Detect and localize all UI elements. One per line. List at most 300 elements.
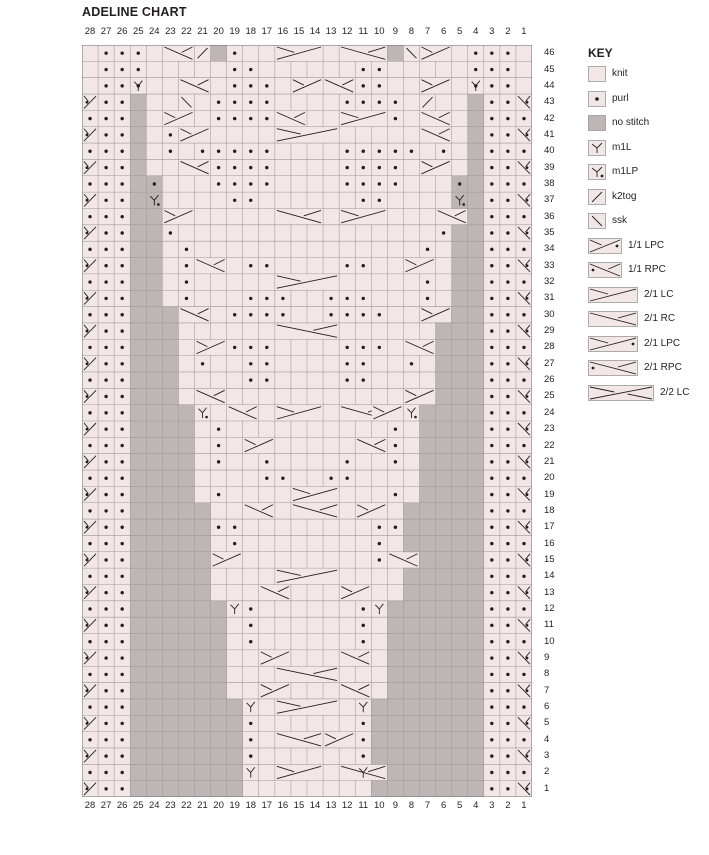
purl-dot <box>490 722 493 725</box>
purl-dot <box>522 575 525 578</box>
purl-dot <box>249 84 252 87</box>
purl-dot <box>249 182 252 185</box>
column-number-bottom: 12 <box>341 800 353 811</box>
purl-dot <box>281 297 284 300</box>
cable-symbol <box>275 323 338 338</box>
purl-dot <box>169 150 172 153</box>
row-number: 23 <box>544 423 555 435</box>
purl-dot <box>345 264 348 267</box>
purl-dot <box>506 248 509 251</box>
row-number: 24 <box>544 406 555 418</box>
cable-symbol <box>83 520 98 535</box>
purl-dot <box>120 101 123 104</box>
purl-dot <box>490 640 493 643</box>
row-number: 35 <box>544 227 555 238</box>
column-number-top: 26 <box>116 26 128 37</box>
purl-dot <box>490 199 493 202</box>
purl-dot <box>490 84 493 87</box>
purl-dot <box>120 558 123 561</box>
purl-dot <box>378 313 381 316</box>
purl-dot <box>506 558 509 561</box>
row-number: 40 <box>544 145 555 157</box>
column-number-bottom: 8 <box>408 800 415 811</box>
purl-dot <box>169 231 172 234</box>
purl-dot <box>522 346 525 349</box>
cable-symbol <box>83 323 98 338</box>
row-number: 4 <box>544 733 550 745</box>
key-label-lpc21: 2/1 LPC <box>644 337 681 349</box>
purl-dot <box>490 558 493 561</box>
column-number-top: 15 <box>293 26 305 37</box>
cable-symbol <box>516 748 531 763</box>
purl-dot <box>506 444 509 447</box>
key-swatch-lpc21 <box>588 336 638 352</box>
purl-dot <box>362 640 365 643</box>
purl-dot <box>345 378 348 381</box>
purl-dot <box>490 182 493 185</box>
cable-symbol <box>516 291 531 306</box>
key-swatch-ssk <box>588 213 606 229</box>
cable-symbol <box>83 258 98 273</box>
key-label-ssk: ssk <box>612 215 627 226</box>
column-number-bottom: 24 <box>149 800 160 811</box>
purl-dot <box>506 297 509 300</box>
cable-symbol <box>275 274 338 289</box>
purl-dot <box>414 416 417 419</box>
column-number-bottom: 16 <box>277 800 289 811</box>
purl-dot <box>506 542 509 545</box>
purl-dot <box>104 411 107 414</box>
purl-dot <box>120 689 123 692</box>
purl-dot <box>490 68 493 71</box>
purl-dot <box>490 133 493 136</box>
purl-dot <box>281 477 284 480</box>
purl-dot <box>506 264 509 267</box>
purl-dot <box>490 280 493 283</box>
cable-symbol <box>179 127 210 142</box>
key-swatch-lc21 <box>588 287 638 303</box>
cable-symbol <box>83 454 98 469</box>
key-label-rpc21: 2/1 RPC <box>644 362 682 373</box>
purl-dot <box>233 542 236 545</box>
cable-symbol <box>83 781 98 796</box>
purl-dot <box>378 101 381 104</box>
cable-symbol <box>516 650 531 665</box>
purl-dot <box>104 248 107 251</box>
purl-dot <box>104 51 107 54</box>
purl-dot <box>490 297 493 300</box>
cable-symbol <box>275 569 338 584</box>
column-number-bottom: 1 <box>521 800 527 811</box>
purl-dot <box>522 640 525 643</box>
purl-dot <box>506 689 509 692</box>
purl-dot <box>490 624 493 627</box>
purl-dot <box>88 542 91 545</box>
purl-dot <box>265 166 268 169</box>
cable-symbol <box>83 422 98 437</box>
purl-dot <box>506 378 509 381</box>
purl-dot <box>522 215 525 218</box>
cable-symbol <box>516 454 531 469</box>
row-number: 26 <box>544 374 555 386</box>
purl-dot <box>104 771 107 774</box>
purl-dot <box>233 101 236 104</box>
purl-dot <box>345 101 348 104</box>
purl-dot <box>378 150 381 153</box>
cable-symbol <box>420 160 451 175</box>
purl-dot <box>490 754 493 757</box>
row-number: 41 <box>544 128 555 140</box>
purl-dot <box>506 182 509 185</box>
column-number-bottom: 11 <box>358 800 369 811</box>
column-number-bottom: 23 <box>165 800 176 811</box>
purl-dot <box>506 101 509 104</box>
cable-symbol <box>195 389 226 404</box>
key-label-lc21: 2/1 LC <box>644 288 674 300</box>
purl-dot <box>217 427 220 430</box>
cable-symbol <box>83 618 98 633</box>
row-number: 7 <box>544 684 550 696</box>
cable-symbol <box>516 683 531 698</box>
purl-dot <box>120 705 123 708</box>
purl-dot <box>249 607 252 610</box>
purl-dot <box>104 133 107 136</box>
cable-symbol <box>83 552 98 567</box>
cable-symbol <box>340 46 387 61</box>
purl-dot <box>506 51 509 54</box>
purl-dot <box>522 117 525 120</box>
purl-dot <box>217 117 220 120</box>
purl-dot <box>104 166 107 169</box>
cable-symbol <box>195 340 226 355</box>
purl-dot <box>378 182 381 185</box>
purl-dot <box>104 526 107 529</box>
purl-dot <box>88 280 91 283</box>
row-number: 43 <box>544 96 555 108</box>
purl-dot <box>104 297 107 300</box>
purl-dot <box>490 591 493 594</box>
key-swatch-rpc11 <box>588 262 622 278</box>
purl-dot <box>490 427 493 430</box>
purl-dot <box>506 133 509 136</box>
row-number: 39 <box>544 161 555 173</box>
key-label-no_stitch: no stitch <box>612 117 650 128</box>
purl-dot <box>88 248 91 251</box>
purl-dot <box>506 231 509 234</box>
purl-dot <box>506 199 509 202</box>
row-number: 12 <box>544 603 555 614</box>
cable-symbol <box>291 503 338 518</box>
purl-dot <box>265 117 268 120</box>
row-number: 2 <box>544 766 550 778</box>
purl-dot <box>490 477 493 480</box>
cable-symbol <box>404 258 435 273</box>
purl-dot <box>120 771 123 774</box>
purl-dot <box>120 329 123 332</box>
purl-dot <box>217 460 220 463</box>
purl-dot <box>120 362 123 365</box>
column-number-bottom: 13 <box>325 800 337 811</box>
cable-symbol <box>340 585 371 600</box>
purl-dot <box>522 673 525 676</box>
purl-dot <box>394 460 397 463</box>
purl-dot <box>506 640 509 643</box>
purl-dot <box>120 673 123 676</box>
purl-dot <box>104 607 107 610</box>
cable-symbol <box>83 716 98 731</box>
purl-dot <box>217 526 220 529</box>
purl-dot <box>120 640 123 643</box>
column-number-bottom: 28 <box>84 800 96 811</box>
key-label-rc21: 2/1 RC <box>644 313 676 324</box>
column-number-bottom: 3 <box>489 800 495 811</box>
purl-dot <box>249 346 252 349</box>
purl-dot <box>458 182 461 185</box>
purl-dot <box>490 526 493 529</box>
purl-dot <box>88 705 91 708</box>
purl-dot <box>120 477 123 480</box>
row-number: 19 <box>544 488 555 500</box>
cable-symbol <box>275 765 322 780</box>
cable-symbol <box>83 225 98 240</box>
column-number-bottom: 26 <box>116 800 128 811</box>
purl-dot <box>265 297 268 300</box>
purl-dot <box>120 787 123 790</box>
purl-dot <box>88 477 91 480</box>
purl-dot <box>104 640 107 643</box>
purl-dot <box>474 68 477 71</box>
purl-dot <box>490 575 493 578</box>
purl-dot <box>185 248 188 251</box>
purl-dot <box>378 526 381 529</box>
purl-dot <box>506 362 509 365</box>
purl-dot <box>506 656 509 659</box>
purl-dot <box>345 150 348 153</box>
column-number-top: 12 <box>341 26 353 37</box>
purl-dot <box>490 329 493 332</box>
purl-dot <box>506 624 509 627</box>
key-label-lc22: 2/2 LC <box>660 386 690 398</box>
cable-symbol <box>516 781 531 796</box>
purl-dot <box>394 166 397 169</box>
purl-dot <box>265 460 268 463</box>
purl-dot <box>265 101 268 104</box>
purl-dot <box>362 84 365 87</box>
purl-dot <box>394 117 397 120</box>
column-number-bottom: 10 <box>374 800 385 811</box>
column-number-bottom: 14 <box>309 800 321 811</box>
purl-dot <box>217 166 220 169</box>
cable-symbol <box>516 422 531 437</box>
cable-symbol <box>404 340 435 355</box>
purl-dot <box>506 84 509 87</box>
row-number: 30 <box>544 308 555 320</box>
purl-dot <box>506 346 509 349</box>
cable-symbol <box>259 650 290 665</box>
purl-dot <box>104 199 107 202</box>
purl-dot <box>104 509 107 512</box>
row-number: 29 <box>544 325 555 337</box>
purl-dot <box>426 297 429 300</box>
purl-dot <box>233 166 236 169</box>
row-number: 38 <box>544 177 555 189</box>
key-swatch-m1L <box>588 140 606 156</box>
purl-dot <box>506 771 509 774</box>
purl-dot <box>506 395 509 398</box>
purl-dot <box>104 264 107 267</box>
purl-dot <box>104 346 107 349</box>
purl-dot <box>120 656 123 659</box>
purl-dot <box>88 182 91 185</box>
cable-symbol <box>516 716 531 731</box>
purl-dot <box>281 313 284 316</box>
purl-dot <box>185 297 188 300</box>
purl-dot <box>249 101 252 104</box>
purl-dot <box>88 150 91 153</box>
purl-dot <box>249 738 252 741</box>
purl-dot <box>506 705 509 708</box>
purl-dot <box>522 477 525 480</box>
cable-symbol <box>340 209 387 224</box>
purl-dot <box>217 150 220 153</box>
purl-dot <box>394 493 397 496</box>
purl-dot <box>490 248 493 251</box>
key-swatch-k2tog <box>588 189 606 205</box>
purl-dot <box>120 199 123 202</box>
purl-dot <box>394 101 397 104</box>
purl-dot <box>217 493 220 496</box>
cable-symbol <box>275 732 322 747</box>
purl-dot <box>104 182 107 185</box>
purl-dot <box>506 313 509 316</box>
purl-dot <box>120 346 123 349</box>
cable-symbol <box>83 683 98 698</box>
purl-dot <box>120 493 123 496</box>
row-number: 46 <box>544 47 555 59</box>
row-number: 34 <box>544 243 555 255</box>
key-label-rpc11: 1/1 RPC <box>628 264 666 275</box>
purl-dot <box>233 199 236 202</box>
row-number: 14 <box>544 570 555 582</box>
purl-dot <box>490 378 493 381</box>
cable-symbol <box>83 291 98 306</box>
purl-dot <box>490 460 493 463</box>
purl-dot <box>120 150 123 153</box>
purl-dot <box>104 656 107 659</box>
purl-dot <box>426 280 429 283</box>
purl-dot <box>120 215 123 218</box>
purl-dot <box>490 150 493 153</box>
purl-dot <box>88 215 91 218</box>
column-number-top: 21 <box>197 26 208 37</box>
key-swatch-rpc21 <box>588 360 638 376</box>
column-number-top: 23 <box>165 26 176 37</box>
purl-dot <box>345 346 348 349</box>
purl-dot <box>394 444 397 447</box>
column-number-top: 9 <box>392 26 399 37</box>
no-stitch-cell <box>387 45 403 61</box>
purl-dot <box>120 738 123 741</box>
purl-dot <box>265 362 268 365</box>
purl-dot <box>362 607 365 610</box>
column-number-top: 11 <box>358 26 369 37</box>
purl-dot <box>233 182 236 185</box>
purl-dot <box>104 542 107 545</box>
column-number-bottom: 20 <box>213 800 224 811</box>
column-number-top: 8 <box>408 26 415 37</box>
cable-symbol <box>516 95 531 110</box>
purl-dot <box>490 542 493 545</box>
row-number: 15 <box>544 553 555 565</box>
cable-symbol <box>275 209 322 224</box>
cable-symbol <box>356 438 387 453</box>
key-label-knit: knit <box>612 68 628 79</box>
purl-dot <box>120 280 123 283</box>
purl-dot <box>104 427 107 430</box>
cable-symbol <box>259 585 290 600</box>
purl-dot <box>120 264 123 267</box>
column-number-bottom: 5 <box>457 800 463 811</box>
cable-symbol <box>227 405 258 420</box>
cable-symbol <box>179 78 210 93</box>
purl-dot <box>120 509 123 512</box>
purl-dot <box>490 101 493 104</box>
row-number: 10 <box>544 635 555 647</box>
row-number: 6 <box>544 701 550 713</box>
purl-dot <box>362 346 365 349</box>
purl-dot <box>378 84 381 87</box>
purl-dot <box>120 313 123 316</box>
cable-symbol <box>340 650 371 665</box>
purl-dot <box>522 280 525 283</box>
purl-dot <box>522 542 525 545</box>
purl-dot <box>120 117 123 120</box>
purl-dot <box>506 575 509 578</box>
cable-symbol <box>420 127 451 142</box>
row-number: 5 <box>544 717 550 729</box>
purl-dot <box>394 182 397 185</box>
purl-dot <box>104 231 107 234</box>
purl-dot <box>185 280 188 283</box>
purl-dot <box>462 203 465 206</box>
purl-dot <box>490 215 493 218</box>
column-number-top: 20 <box>213 26 224 37</box>
purl-dot <box>104 689 107 692</box>
key-swatch-lpc11 <box>588 238 622 254</box>
purl-dot <box>233 346 236 349</box>
purl-dot <box>88 738 91 741</box>
purl-dot <box>506 411 509 414</box>
purl-dot <box>104 787 107 790</box>
purl-dot <box>265 477 268 480</box>
purl-dot <box>345 362 348 365</box>
key-swatch-m1LP <box>588 164 606 180</box>
purl-dot <box>88 509 91 512</box>
purl-dot <box>185 264 188 267</box>
column-number-top: 4 <box>473 26 479 37</box>
purl-dot <box>104 280 107 283</box>
cable-symbol <box>179 307 210 322</box>
row-number: 27 <box>544 357 555 369</box>
purl-dot <box>490 689 493 692</box>
purl-dot <box>249 68 252 71</box>
purl-dot <box>233 51 236 54</box>
key-swatch-rc21 <box>588 311 638 327</box>
purl-dot <box>104 215 107 218</box>
purl-dot <box>506 722 509 725</box>
column-number-bottom: 19 <box>229 800 240 811</box>
purl-dot <box>104 150 107 153</box>
